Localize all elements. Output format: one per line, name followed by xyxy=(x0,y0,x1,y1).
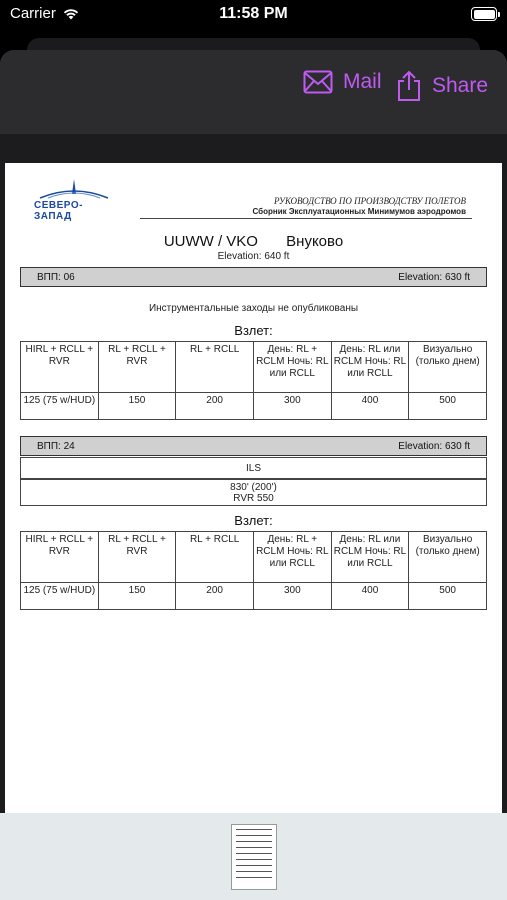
table-cell: 200 xyxy=(176,583,254,610)
runway-06-header xyxy=(20,267,487,287)
thumbnail-line xyxy=(236,841,272,842)
airport-title xyxy=(0,233,507,250)
takeoff-minima-table-06 xyxy=(20,341,487,420)
column-header: RL + RCLL + RVR xyxy=(98,532,176,583)
table-cell: 300 xyxy=(253,583,331,610)
table-cell: 200 xyxy=(176,393,254,420)
thumbnail-line xyxy=(236,865,272,866)
column-header: Визуально (только днем) xyxy=(409,532,487,583)
page-thumbnail[interactable] xyxy=(231,824,277,890)
column-header: День: RL + RCLM Ночь: RL или RCLL xyxy=(253,532,331,583)
document-header xyxy=(30,178,472,220)
table-cell: 300 xyxy=(253,393,331,420)
takeoff-title: Взлет: xyxy=(234,323,273,338)
carrier-label: Carrier xyxy=(10,5,56,22)
status-bar xyxy=(0,0,507,30)
share-icon xyxy=(396,70,422,102)
table-cell: 125 (75 w/HUD) xyxy=(21,583,99,610)
share-button[interactable] xyxy=(396,70,488,102)
thumbnail-line xyxy=(236,829,272,830)
takeoff-title: Взлет: xyxy=(234,513,273,528)
approach-note: Инструментальные заходы не опубликованы xyxy=(148,303,359,314)
runway-label: ВПП: 06 xyxy=(37,272,75,283)
mail-button[interactable] xyxy=(303,70,382,94)
column-header: HIRL + RCLL + RVR xyxy=(21,342,99,393)
table-cell: 125 (75 w/HUD) xyxy=(21,393,99,420)
logo-text: СЕВЕРО-ЗАПАД xyxy=(34,200,83,222)
document-toolbar xyxy=(0,50,507,134)
column-header: HIRL + RCLL + RVR xyxy=(21,532,99,583)
thumbnail-line xyxy=(236,847,272,848)
table-row xyxy=(21,583,487,610)
minima-decision-altitude: 830' (200') xyxy=(230,482,277,493)
column-header: День: RL или RCLM Ночь: RL или RCLL xyxy=(331,532,409,583)
table-header-row xyxy=(21,342,487,393)
airport-code: UUWW / VKO xyxy=(163,233,258,250)
column-header: Визуально (только днем) xyxy=(409,342,487,393)
status-time: 11:58 PM xyxy=(219,5,288,22)
thumbnail-line xyxy=(236,871,272,872)
runway-label: ВПП: 24 xyxy=(37,441,75,452)
column-header: День: RL + RCLM Ночь: RL или RCLL xyxy=(253,342,331,393)
minima-rvr: RVR 550 xyxy=(233,493,274,504)
header-divider xyxy=(140,218,472,219)
column-header: RL + RCLL xyxy=(176,532,254,583)
table-cell: 400 xyxy=(331,583,409,610)
column-header: День: RL или RCLM Ночь: RL или RCLL xyxy=(331,342,409,393)
table-cell: 500 xyxy=(409,583,487,610)
envelope-icon xyxy=(303,70,333,94)
share-label: Share xyxy=(432,74,489,97)
table-header-row xyxy=(21,532,487,583)
mail-label: Mail xyxy=(343,70,382,93)
thumbnail-line xyxy=(236,859,272,860)
takeoff-minima-table-24 xyxy=(20,531,487,610)
approach-minima-cell xyxy=(20,479,487,506)
header-collection-title: Сборник Эксплуатационных Минимумов аэродромов xyxy=(252,207,466,216)
table-cell: 500 xyxy=(409,393,487,420)
table-row xyxy=(21,393,487,420)
thumbnail-line xyxy=(236,877,272,878)
runway-elevation: Elevation: 630 ft xyxy=(398,441,470,452)
header-manual-title: РУКОВОДСТВО ПО ПРОИЗВОДСТВУ ПОЛЕТОВ xyxy=(274,196,466,206)
approach-type-cell: ILS xyxy=(20,457,487,479)
table-cell: 400 xyxy=(331,393,409,420)
table-cell: 150 xyxy=(98,583,176,610)
column-header: RL + RCLL xyxy=(176,342,254,393)
table-cell: 150 xyxy=(98,393,176,420)
thumbnail-line xyxy=(236,853,272,854)
logo-mark-icon xyxy=(34,178,114,200)
airport-elevation: Elevation: 640 ft xyxy=(217,251,290,262)
thumbnail-line xyxy=(236,835,272,836)
airport-name: Внуково xyxy=(286,233,344,250)
column-header: RL + RCLL + RVR xyxy=(98,342,176,393)
runway-24-header xyxy=(20,436,487,456)
runway-elevation: Elevation: 630 ft xyxy=(398,272,470,283)
company-logo xyxy=(34,178,114,222)
battery-icon xyxy=(471,7,497,21)
